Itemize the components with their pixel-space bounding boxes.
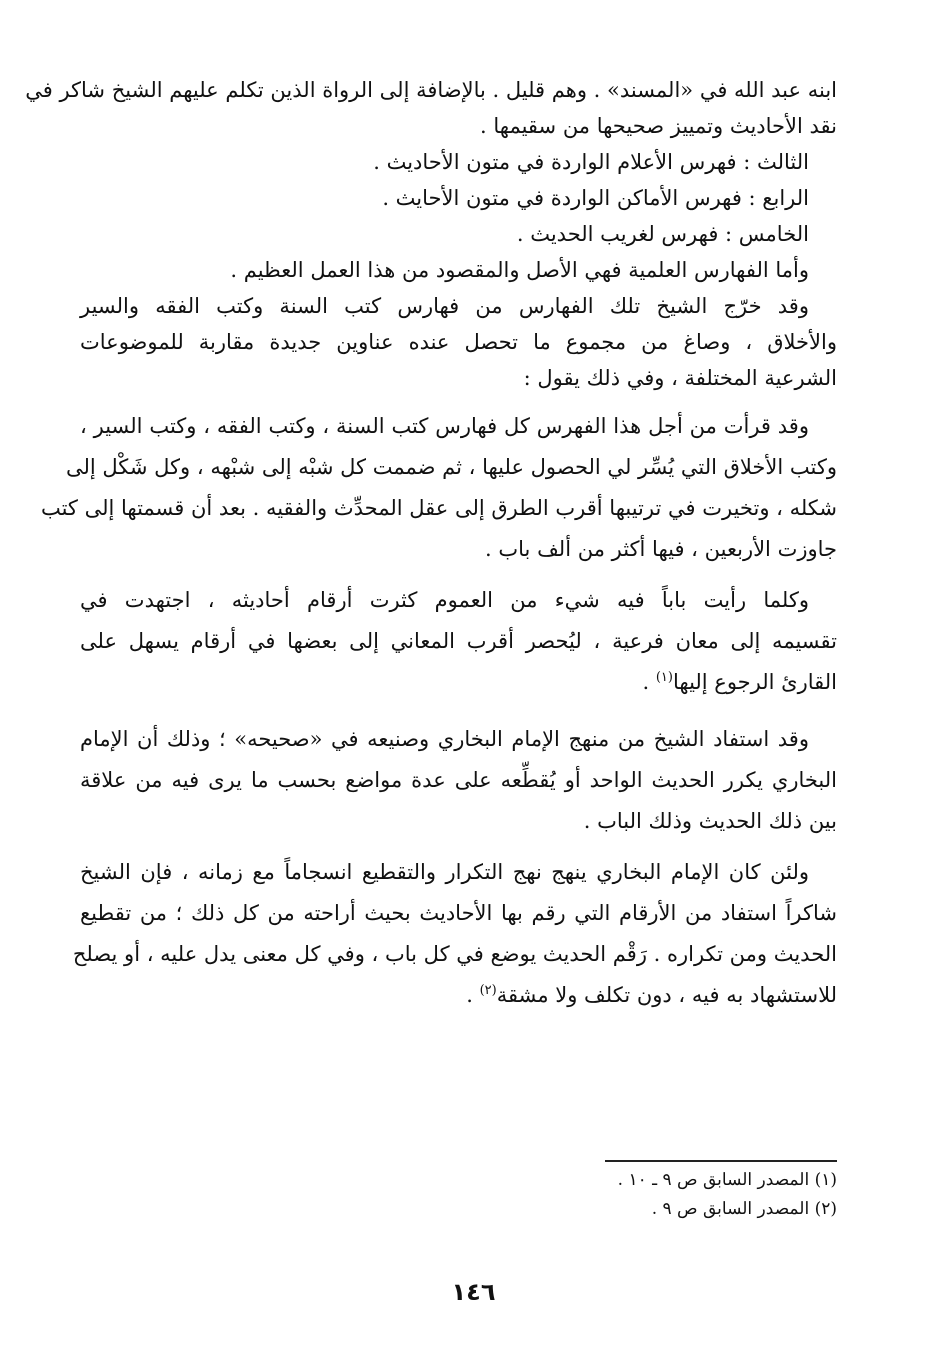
text-line: الحديث ومن تكراره . رَقْم الحديث يوضع في كل باب ، وفي كل معنى يدل عليه ، أو يصلح — [72, 942, 837, 966]
text-line: الشرعية المختلفة ، وفي ذلك يقول : — [523, 366, 837, 390]
text-line: شاكراً استفاد من الأرقام التي رقم بها الأحاديث بحيث أراحته من كل ذلك ؛ من تقطيع — [80, 901, 837, 925]
footnote-2: (٢) المصدر السابق ص ٩ . — [651, 1199, 837, 1219]
quote-line: وقد قرأت من أجل هذا الفهرس كل فهارس كتب السنة ، وكتب الفقه ، وكتب السير ، — [80, 414, 809, 438]
quote-line: جاوزت الأربعين ، فيها أكثر من ألف باب . — [485, 537, 837, 561]
footnote-1: (١) المصدر السابق ص ٩ ـ ١٠ . — [617, 1170, 837, 1190]
quote-line — [80, 662, 837, 703]
text-line-text: للاستشهاد به فيه ، دون تكلف ولا مشقة — [496, 983, 837, 1007]
quote-line-end: . — [642, 670, 656, 694]
page-body — [25, 72, 837, 1016]
text-line: نقد الأحاديث وتمييز صحيحها من سقيمها . — [480, 114, 837, 138]
text-line: بين ذلك الحديث وذلك الباب . — [583, 809, 837, 833]
text-line-end: . — [466, 983, 480, 1007]
page-number: ١٤٦ — [451, 1278, 496, 1306]
quote-line: شكله ، وتخيرت في ترتيبها أقرب الطرق إلى عقل المحدِّث والفقيه . بعد أن قسمتها إلى كتب — [40, 496, 837, 520]
text-line: ابنه عبد الله في «المسند» . وهم قليل . بالإضافة إلى الرواة الذين تكلم عليهم الشيخ شاكر في — [25, 78, 837, 102]
footnote-divider — [605, 1160, 837, 1162]
paragraph-group — [72, 719, 837, 1016]
footnote-ref-1: (١) — [655, 670, 673, 685]
text-line: وقد خرّج الشيخ تلك الفهارس من فهارس كتب السنة وكتب الفقه والسير — [80, 294, 809, 318]
footnotes — [618, 1166, 837, 1224]
quoted-passage — [40, 406, 837, 703]
text-line: والأخلاق ، وصاغ من مجموع ما تحصل عنده عناوين جديدة مقاربة للموضوعات — [80, 330, 837, 354]
list-item-fifth: الخامس : فهرس لغريب الحديث . — [516, 222, 809, 246]
quote-line: تقسيمه إلى معان فرعية ، ليُحصر أقرب المعاني إلى بعضها في أرقام يسهل على — [80, 629, 837, 653]
quote-line-text: القارئ الرجوع إليها — [672, 670, 837, 694]
footnote-ref-2: (٢) — [479, 983, 497, 998]
text-line: وقد استفاد الشيخ من منهج الإمام البخاري وصنيعه في «صحيحه» ؛ وذلك أن الإمام — [80, 727, 809, 751]
list-item-third: الثالث : فهرس الأعلام الواردة في متون الأحاديث . — [373, 150, 809, 174]
quote-line: وكتب الأخلاق التي يُسِّر لي الحصول عليها ، ثم ضممت كل شبْه إلى شبْهه ، وكل شَكْل إلى — [65, 455, 837, 479]
text-line — [80, 975, 837, 1016]
text-line: وأما الفهارس العلمية فهي الأصل والمقصود من هذا العمل العظيم . — [230, 258, 809, 282]
quote-line: وكلما رأيت باباً فيه شيء من العموم كثرت أرقام أحاديثه ، اجتهدت في — [80, 588, 809, 612]
text-line: البخاري يكرر الحديث الواحد أو يُقطِّعه على عدة مواضع بحسب ما يرى فيه من علاقة — [80, 768, 837, 792]
text-line: ولئن كان الإمام البخاري ينهج نهج التكرار والتقطيع انسجاماً مع زمانه ، فإن الشيخ — [80, 860, 809, 884]
list-item-fourth: الرابع : فهرس الأماكن الواردة في متون الأحايث . — [382, 186, 809, 210]
